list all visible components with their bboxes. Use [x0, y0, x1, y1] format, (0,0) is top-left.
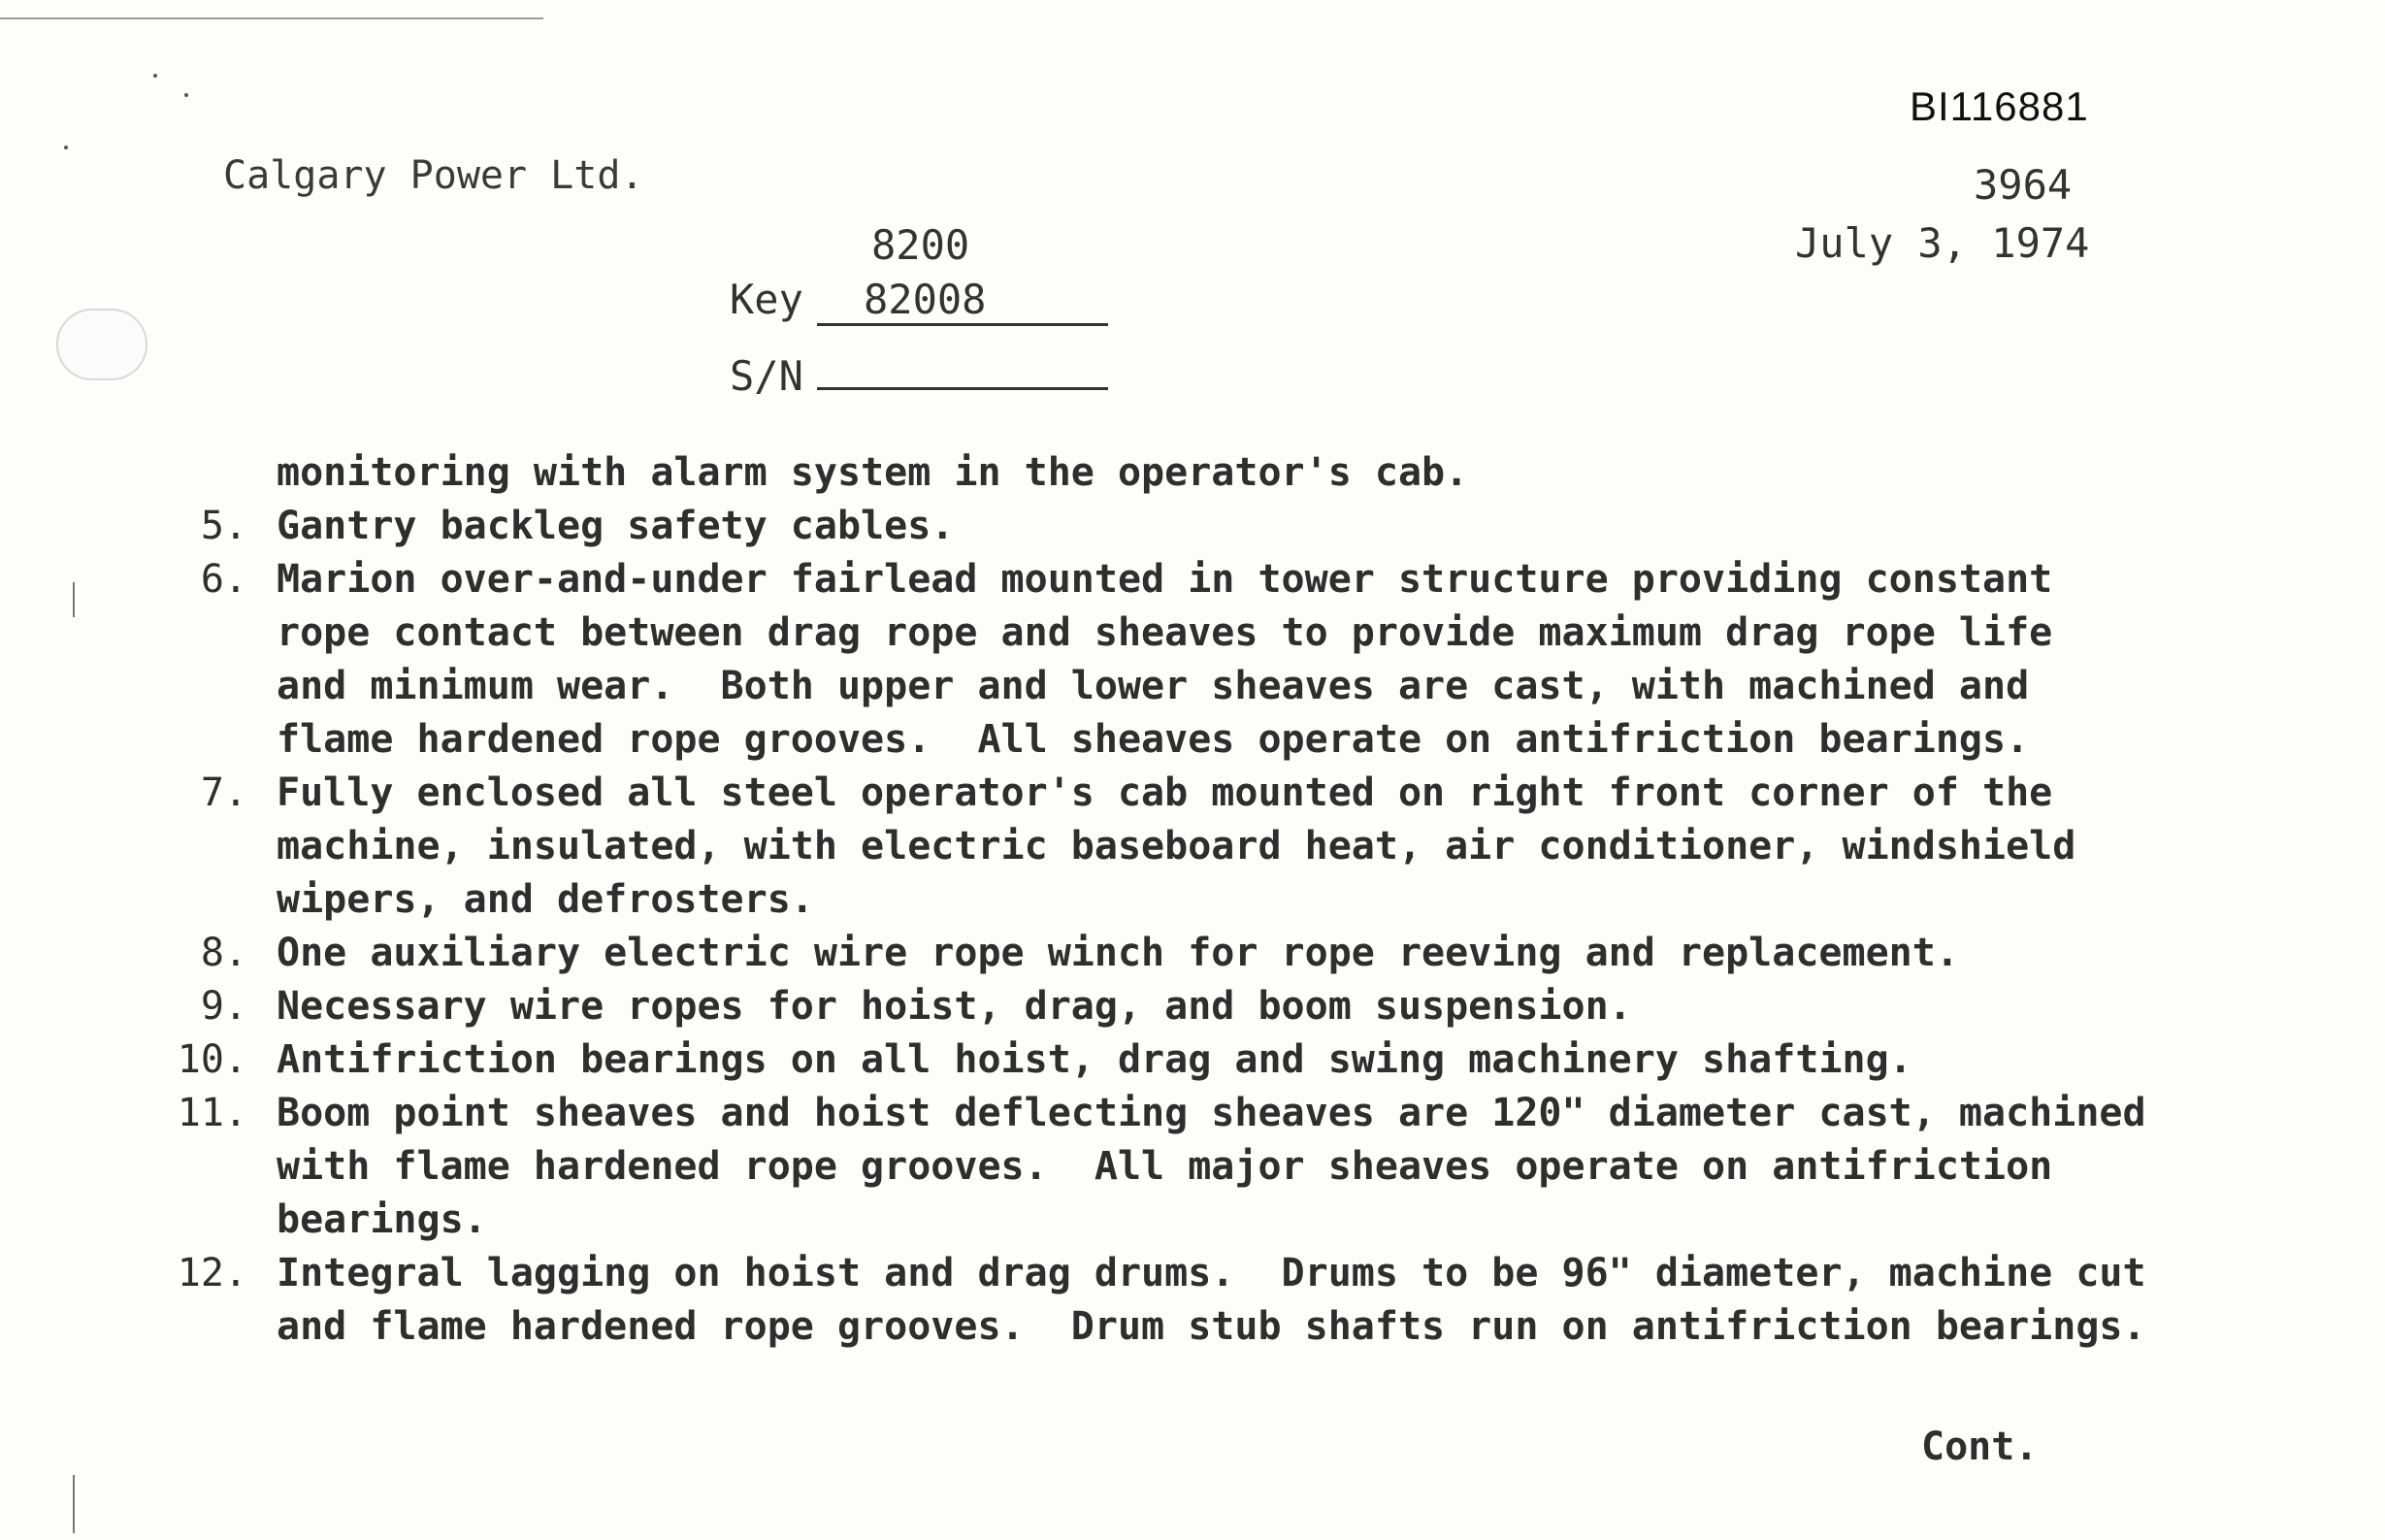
model-number: 8200 — [871, 221, 970, 269]
punch-hole-mark — [56, 309, 147, 380]
top-rule — [0, 17, 543, 19]
key-field — [730, 276, 1108, 326]
item-number: 11. — [177, 1091, 247, 1135]
list-item — [107, 500, 2338, 553]
continued-marker: Cont. — [1921, 1425, 2039, 1469]
list-item — [107, 980, 2338, 1033]
item-number: 10. — [177, 1037, 247, 1082]
item-number: 7. — [200, 770, 247, 815]
item-number: 12. — [177, 1251, 247, 1295]
continuation-text: monitoring with alarm system in the operator's cab. — [277, 450, 1469, 495]
item-number: 9. — [200, 984, 247, 1029]
list-item — [107, 553, 2338, 767]
list-item — [107, 1033, 2338, 1087]
serial-number-field — [730, 340, 1108, 400]
continuation-line — [107, 446, 2338, 500]
margin-mark — [73, 582, 75, 617]
list-item — [107, 767, 2338, 927]
list-item — [107, 927, 2338, 980]
item-text: Antifriction bearings on all hoist, drag and swing machinery shafting. — [277, 1037, 1912, 1082]
item-text: Fully enclosed all steel operator's cab mounted on right front corner of the machine, insulated, with electric baseboard heat, air conditioner, windshield wipers, and defrosters. — [277, 770, 2076, 922]
company-name: Calgary Power Ltd. — [223, 153, 644, 198]
key-label: Key — [730, 276, 803, 323]
document-id: BI116881 — [1910, 83, 2089, 129]
scan-speck — [64, 146, 68, 149]
item-text: Integral lagging on hoist and drag drums. Drums to be 96" diameter, machine cut and flame hardened rope grooves. Drum stub shafts run on antifriction bearings. — [277, 1251, 2146, 1349]
item-number: 6. — [200, 557, 247, 602]
item-number: 8. — [200, 931, 247, 975]
sn-value — [817, 340, 1108, 390]
document-date: July 3, 1974 — [1795, 219, 2090, 267]
scan-speck — [184, 93, 188, 97]
sn-label: S/N — [730, 352, 803, 400]
item-text: One auxiliary electric wire rope winch for rope reeving and replacement. — [277, 931, 1959, 975]
scan-speck — [153, 74, 157, 78]
key-value: 82008 — [817, 276, 1108, 326]
margin-mark — [73, 1475, 75, 1533]
item-text: Necessary wire ropes for hoist, drag, and boom suspension. — [277, 984, 1632, 1029]
specification-list — [107, 446, 2338, 1354]
reference-number: 3964 — [1974, 161, 2073, 209]
item-text: Boom point sheaves and hoist deflecting sheaves are 120" diameter cast, machined with flame hardened rope grooves. All major sheaves operate on antifriction bearings. — [277, 1091, 2146, 1242]
item-text: Gantry backleg safety cables. — [277, 504, 955, 548]
list-item — [107, 1247, 2338, 1354]
list-item — [107, 1087, 2338, 1247]
item-number: 5. — [200, 504, 247, 548]
item-text: Marion over-and-under fairlead mounted in tower structure providing constant rope contact between drag rope and sheaves to provide maximum drag rope life and minimum wear. Both upper and lower sheaves are cast, with machined and flame hardened rope grooves. All sheaves operate on antifriction bearings. — [277, 557, 2053, 762]
